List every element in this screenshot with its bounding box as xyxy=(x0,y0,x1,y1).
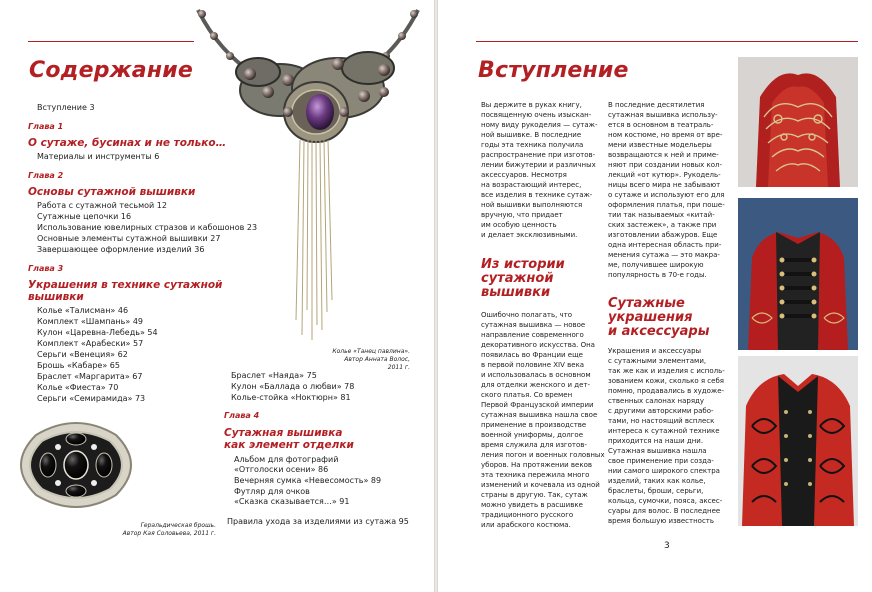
heading-line: сутажной xyxy=(481,271,554,286)
text-line: изготовлении абажуров. Еще xyxy=(608,231,718,239)
toc-item: Основные элементы сутажной вышивки 27 xyxy=(37,234,221,243)
text-line: лении бижутерии и различных xyxy=(481,161,596,169)
text-line: с сутажными элементами, xyxy=(608,357,707,365)
toc-item: «Отголоски осени» 86 xyxy=(234,465,329,474)
heading-line: вышивки xyxy=(481,285,551,300)
text-line: декоративного искусства. Она xyxy=(481,341,595,349)
text-line: одна интересная область при- xyxy=(608,241,722,249)
text-line: применение в производстве xyxy=(481,421,587,429)
toc-item: Футляр для очков xyxy=(234,487,310,496)
text-line: ном костюме, но время от вре- xyxy=(608,131,723,139)
toc-item: Завершающее оформление изделий 36 xyxy=(37,245,205,254)
history-text xyxy=(481,310,605,530)
text-line: так же как и изделия с исполь- xyxy=(608,367,725,375)
text-line: и делает эксклюзивными. xyxy=(481,231,578,239)
text-line: можно увидеть в расшивке xyxy=(481,501,583,509)
toc-item: Материалы и инструменты 6 xyxy=(37,152,160,161)
text-line: все изделия в технике сутаж- xyxy=(481,191,593,199)
brooch-photo xyxy=(6,415,146,515)
toc-item: Комплект «Шампань» 49 xyxy=(37,317,143,326)
caption-line: Автор Кая Соловьева, 2011 г. xyxy=(122,530,216,537)
text-line: популярность в 70-е годы. xyxy=(608,271,707,279)
toc-item: Браслет «Маргарита» 67 xyxy=(37,372,143,381)
text-line: мени известные модельеры xyxy=(608,141,712,149)
text-line: лекций «от кутюр». Рукодель- xyxy=(608,171,721,179)
text-line: время большую известность xyxy=(608,517,714,525)
text-line: менения сутажа — это макра- xyxy=(608,251,720,259)
page-number: 3 xyxy=(664,541,670,551)
toc-item: «Сказка сказывается…» 91 xyxy=(234,497,350,506)
left-page xyxy=(0,0,434,592)
heading-line: Из истории xyxy=(481,257,565,272)
text-line: зованием кожи, сколько я себя xyxy=(608,377,724,385)
text-line: интереса к сутажной технике xyxy=(608,427,720,435)
text-line: свое применение при созда- xyxy=(608,457,714,465)
text-line: помню, продавались в художе- xyxy=(608,387,725,395)
text-line: возвращаются к ней и приме- xyxy=(608,151,719,159)
text-line: суары для волос. В последнее xyxy=(608,507,721,515)
text-line: военной униформы, долгое xyxy=(481,431,584,439)
chapter-3-label: Глава 3 xyxy=(28,264,64,273)
chapter-4-title: Сутажная вышивка xyxy=(224,427,343,439)
toc-item: Колье «Фиеста» 70 xyxy=(37,383,119,392)
text-line: В последние десятилетия xyxy=(608,101,705,109)
intro-text-col2 xyxy=(608,100,725,280)
text-line: Вы держите в руках книгу, xyxy=(481,101,582,109)
history-heading xyxy=(481,258,565,300)
chapter-4-label: Глава 4 xyxy=(224,411,260,420)
text-line: ственных салонах наряду xyxy=(608,397,705,405)
brooch-caption xyxy=(110,522,216,538)
text-line: ной вышивки выполняются xyxy=(481,201,583,209)
text-line: няют при создании новых кол- xyxy=(608,161,723,169)
text-line: изделий, таких как колье, xyxy=(608,477,706,485)
text-line: приходится на наши дни. xyxy=(608,437,704,445)
text-line: для отделки женского и дет- xyxy=(481,381,590,389)
toc-item: Серьги «Семирамида» 73 xyxy=(37,394,146,403)
costume-photo-2 xyxy=(738,198,858,350)
text-line: с другими авторскими рабо- xyxy=(608,407,714,415)
chapter-3-title: Украшения в технике сутажной xyxy=(28,279,223,291)
chapter-2-title: Основы сутажной вышивки xyxy=(28,186,196,198)
toc-intro: Вступление 3 xyxy=(37,103,95,112)
toc-item: Брошь «Кабаре» 65 xyxy=(37,361,120,370)
heading-line: украшения xyxy=(608,310,693,325)
chapter-1-label: Глава 1 xyxy=(28,122,64,131)
intro-text-col1 xyxy=(481,100,598,240)
text-line: сутажная вышивка — новое xyxy=(481,321,586,329)
necklace-photo xyxy=(188,0,428,345)
toc-item: Кулон «Царевна-Лебедь» 54 xyxy=(37,328,158,337)
chapter-1-title: О сутаже, бусинах и не только… xyxy=(28,137,227,149)
text-line: ления погон и военных головных xyxy=(481,451,605,459)
text-line: о сутаже и используют его для xyxy=(608,191,725,199)
text-line: время служила для изготов- xyxy=(481,441,587,449)
text-line: Первой Французской империи xyxy=(481,401,594,409)
toc-item: Вечерняя сумка «Невесомость» 89 xyxy=(234,476,382,485)
toc-item: Кулон «Баллада о любви» 78 xyxy=(231,382,355,391)
text-line: оформления платья, при поше- xyxy=(608,201,725,209)
text-line: ному виду рукоделия — сутаж- xyxy=(481,121,598,129)
contents-title: Содержание xyxy=(29,58,193,83)
text-line: ских застежек», а также при xyxy=(608,221,717,229)
chapter-2-label: Глава 2 xyxy=(28,171,64,180)
right-page xyxy=(438,0,872,592)
text-line: ной вышивке. В последние xyxy=(481,131,582,139)
caption-line: Автор Анната Волос, xyxy=(344,356,410,363)
text-line: или арабского костюма. xyxy=(481,521,571,529)
caption-line: Геральдическая брошь. xyxy=(140,522,216,529)
text-line: нии самого широкого спектра xyxy=(608,467,720,475)
toc-item: Правила ухода за изделиями из сутажа 95 xyxy=(227,517,409,526)
text-line: ского платья. Со времен xyxy=(481,391,573,399)
text-line: годы эта техника получила xyxy=(481,141,584,149)
toc-item: Сутажные цепочки 16 xyxy=(37,212,132,221)
text-line: кольца, сумочки, пояса, аксес- xyxy=(608,497,723,505)
text-line: посвященную очень изыскан- xyxy=(481,111,592,119)
text-line: появилась во Франции еще xyxy=(481,351,583,359)
text-line: страны в другую. Так, сутаж xyxy=(481,491,588,499)
text-line: ме, получившее широкую xyxy=(608,261,704,269)
chapter-4-title: как элемент отделки xyxy=(224,439,354,451)
text-line: ется в основном в театраль- xyxy=(608,121,714,129)
necklace-caption xyxy=(300,348,410,372)
text-line: в первой половине XIV века xyxy=(481,361,585,369)
text-line: эта техника пережила много xyxy=(481,471,590,479)
text-line: традиционного русского xyxy=(481,511,574,519)
text-line: браслеты, броши, серьги, xyxy=(608,487,704,495)
text-line: сутажная вышивка нашла свое xyxy=(481,411,598,419)
text-line: Украшения и аксессуары xyxy=(608,347,702,355)
costume-photo-3 xyxy=(738,356,858,526)
caption-line: Колье «Танец павлина». xyxy=(332,348,410,355)
text-line: тии так называемых «китай- xyxy=(608,211,715,219)
toc-item: Колье «Талисман» 46 xyxy=(37,306,129,315)
costume-photo-1 xyxy=(738,57,858,187)
text-line: им особую ценность xyxy=(481,221,557,229)
heading-line: и аксессуары xyxy=(608,324,710,339)
text-line: изменений и кочевала из одной xyxy=(481,481,600,489)
toc-item: Браслет «Наяда» 75 xyxy=(231,371,317,380)
toc-item: Комплект «Арабески» 57 xyxy=(37,339,144,348)
toc-item: Серьги «Венеция» 62 xyxy=(37,350,128,359)
text-line: аксессуаров. Несмотря xyxy=(481,171,567,179)
text-line: ницы всего мира не забывают xyxy=(608,181,721,189)
text-line: тами, но настоящий всплеск xyxy=(608,417,715,425)
text-line: Сутажная вышивка нашла xyxy=(608,447,707,455)
text-line: сутажная вышивка использу- xyxy=(608,111,718,119)
text-line: и использовалась в основном xyxy=(481,371,591,379)
text-line: распространение при изготов- xyxy=(481,151,596,159)
text-line: вручную, что придает xyxy=(481,211,563,219)
text-line: уборов. На протяжении веков xyxy=(481,461,592,469)
top-rule xyxy=(28,41,194,42)
top-rule xyxy=(476,41,858,42)
intro-title: Вступление xyxy=(478,58,629,83)
toc-item: Альбом для фотографий xyxy=(234,455,339,464)
toc-item: Колье-стойка «Ноктюрн» 81 xyxy=(231,393,351,402)
text-line: Ошибочно полагать, что xyxy=(481,311,573,319)
caption-line: 2011 г. xyxy=(387,364,410,371)
toc-item: Работа с сутажной тесьмой 12 xyxy=(37,201,167,210)
toc-item: Использование ювелирных стразов и кабошонов 23 xyxy=(37,223,258,232)
chapter-3-title: вышивки xyxy=(28,291,84,303)
text-line: на возрастающий интерес, xyxy=(481,181,582,189)
text-line: направление современного xyxy=(481,331,584,339)
heading-line: Сутажные xyxy=(608,296,685,311)
jewelry-text xyxy=(608,346,725,526)
jewelry-heading xyxy=(608,297,709,339)
